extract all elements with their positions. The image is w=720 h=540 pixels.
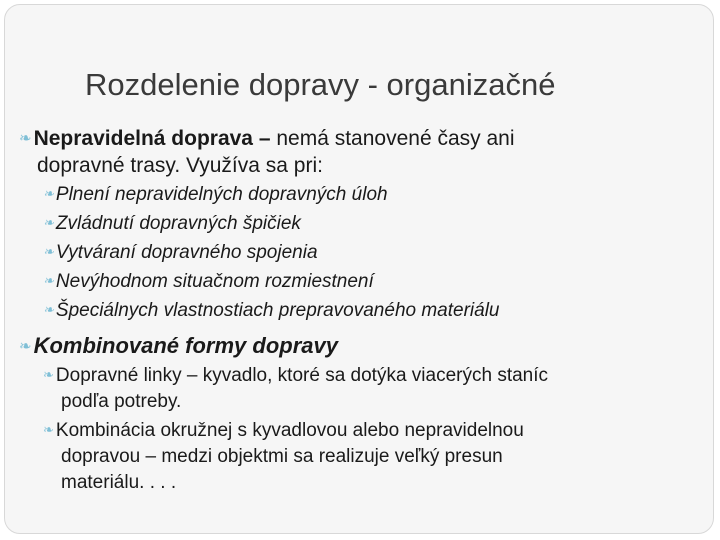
subpoint-1-3 bbox=[43, 240, 318, 266]
bullet-point-2 bbox=[19, 332, 338, 359]
slide-title: Rozdelenie dopravy - organizačné bbox=[85, 67, 556, 102]
point-1-continuation: dopravné trasy. Využíva sa pri: bbox=[37, 154, 323, 177]
subpoint-1-5-text: Špeciálnych vlastnostiach prepravovaného materiálu bbox=[55, 300, 500, 321]
subpoint-2-2-line3: materiálu. . . . bbox=[61, 472, 177, 493]
bullet-point-1 bbox=[19, 125, 515, 152]
subpoint-2-2 bbox=[43, 418, 524, 444]
subpoint-2-2-line2: dopravou – medzi objektmi sa realizuje veľký presun bbox=[61, 446, 503, 467]
subpoint-2-1-line1: Dopravné linky – kyvadlo, ktoré sa dotýka viacerých staníc bbox=[55, 365, 549, 386]
point-2-lead: Kombinované formy dopravy bbox=[33, 333, 338, 358]
subpoint-1-2 bbox=[43, 211, 301, 237]
subpoint-1-5 bbox=[43, 298, 500, 324]
leaf-bullet-icon: ❧ bbox=[43, 302, 54, 317]
leaf-bullet-icon: ❧ bbox=[43, 422, 54, 437]
subpoint-2-1-line2: podľa potreby. bbox=[61, 391, 182, 412]
subpoint-1-1 bbox=[43, 182, 388, 208]
leaf-bullet-icon: ❧ bbox=[43, 273, 54, 288]
point-1-text: nemá stanovené časy ani bbox=[270, 127, 515, 150]
subpoint-1-1-text: Plnení nepravidelných dopravných úloh bbox=[55, 184, 388, 205]
subpoint-1-4 bbox=[43, 269, 374, 295]
leaf-bullet-icon: ❧ bbox=[19, 130, 32, 147]
subpoint-2-2-line1: Kombinácia okružnej s kyvadlovou alebo nepravidelnou bbox=[55, 420, 524, 441]
point-1-lead: Nepravidelná doprava – bbox=[33, 127, 271, 150]
slide bbox=[4, 4, 714, 534]
leaf-bullet-icon: ❧ bbox=[43, 186, 54, 201]
subpoint-1-4-text: Nevýhodnom situačnom rozmiestnení bbox=[55, 271, 374, 292]
subpoint-1-3-text: Vytváraní dopravného spojenia bbox=[55, 242, 318, 263]
leaf-bullet-icon: ❧ bbox=[43, 367, 54, 382]
leaf-bullet-icon: ❧ bbox=[43, 244, 54, 259]
subpoint-2-1 bbox=[43, 363, 548, 389]
leaf-bullet-icon: ❧ bbox=[43, 215, 54, 230]
subpoint-1-2-text: Zvládnutí dopravných špičiek bbox=[55, 213, 301, 234]
leaf-bullet-icon: ❧ bbox=[19, 338, 32, 355]
